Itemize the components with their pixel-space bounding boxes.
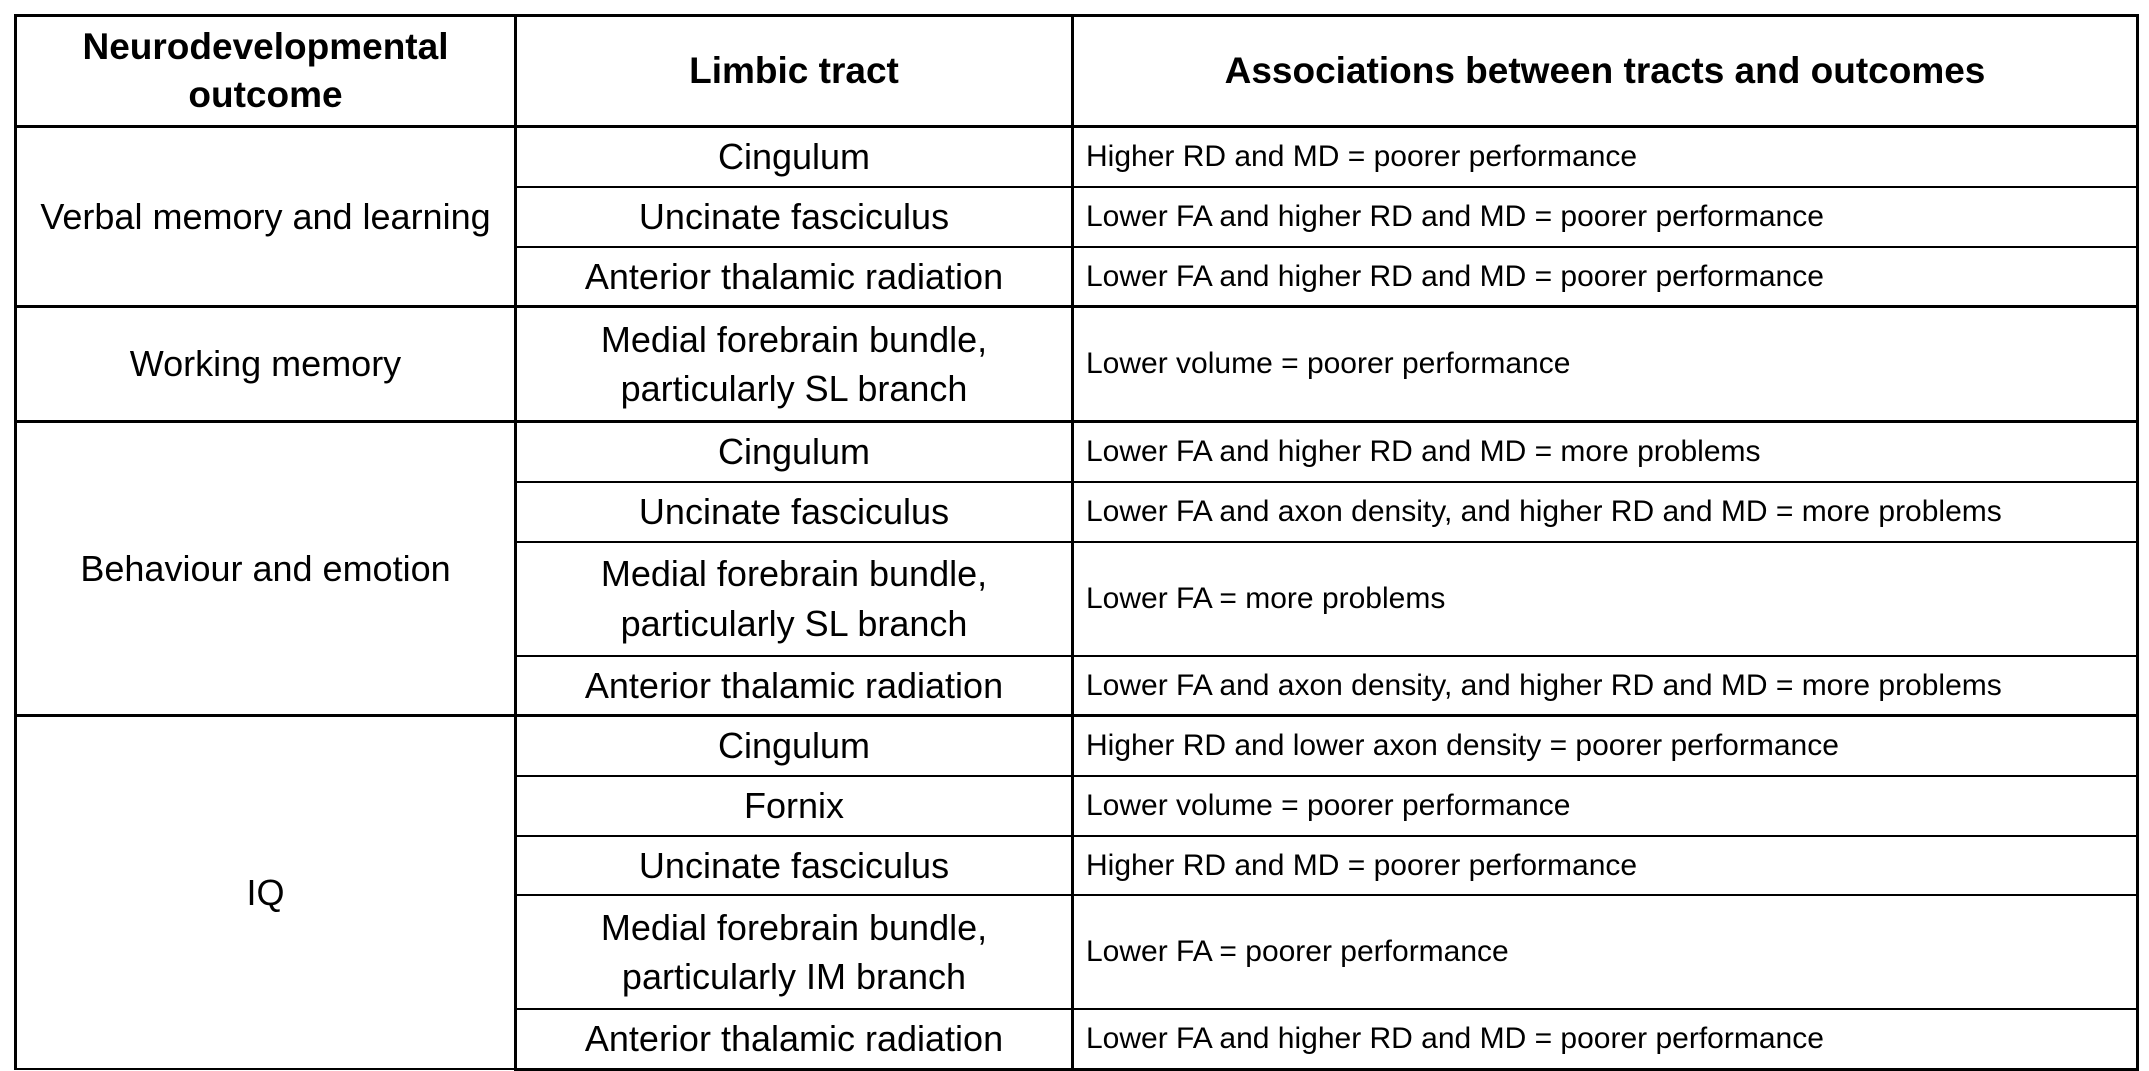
association-cell: Lower FA = poorer performance xyxy=(1073,895,2138,1009)
tract-cell: Medial forebrain bundle, particularly SL branch xyxy=(516,307,1073,422)
association-cell: Lower FA and higher RD and MD = poorer performance xyxy=(1073,187,2138,247)
column-header-associations: Associations between tracts and outcomes xyxy=(1073,16,2138,127)
association-cell: Higher RD and MD = poorer performance xyxy=(1073,127,2138,187)
association-cell: Lower volume = poorer performance xyxy=(1073,307,2138,422)
association-cell: Lower FA and higher RD and MD = more problems xyxy=(1073,422,2138,482)
tract-cell: Uncinate fasciculus xyxy=(516,836,1073,896)
header-row xyxy=(16,16,2138,127)
tract-cell: Uncinate fasciculus xyxy=(516,482,1073,542)
outcome-cell: IQ xyxy=(16,716,516,1070)
outcome-cell: Working memory xyxy=(16,307,516,422)
tract-cell: Anterior thalamic radiation xyxy=(516,656,1073,716)
tract-cell: Uncinate fasciculus xyxy=(516,187,1073,247)
tract-cell: Cingulum xyxy=(516,127,1073,187)
association-cell: Lower FA and axon density, and higher RD and MD = more problems xyxy=(1073,482,2138,542)
tract-cell: Anterior thalamic radiation xyxy=(516,1009,1073,1069)
outcome-cell: Verbal memory and learning xyxy=(16,127,516,307)
associations-table xyxy=(14,14,2139,1071)
page xyxy=(0,14,2149,1060)
association-cell: Lower FA = more problems xyxy=(1073,542,2138,656)
tract-cell: Medial forebrain bundle, particularly SL branch xyxy=(516,542,1073,656)
tract-cell: Anterior thalamic radiation xyxy=(516,247,1073,307)
tract-cell: Fornix xyxy=(516,776,1073,836)
tract-cell: Medial forebrain bundle, particularly IM branch xyxy=(516,895,1073,1009)
outcome-cell: Behaviour and emotion xyxy=(16,422,516,716)
table-row xyxy=(16,307,2138,422)
table-row xyxy=(16,422,2138,482)
tract-cell: Cingulum xyxy=(516,422,1073,482)
table-row xyxy=(16,716,2138,776)
association-cell: Lower FA and higher RD and MD = poorer performance xyxy=(1073,247,2138,307)
association-cell: Lower volume = poorer performance xyxy=(1073,776,2138,836)
tract-cell: Cingulum xyxy=(516,716,1073,776)
association-cell: Higher RD and MD = poorer performance xyxy=(1073,836,2138,896)
column-header-tract: Limbic tract xyxy=(516,16,1073,127)
column-header-outcome: Neurodevelopmental outcome xyxy=(16,16,516,127)
association-cell: Lower FA and higher RD and MD = poorer performance xyxy=(1073,1009,2138,1069)
association-cell: Lower FA and axon density, and higher RD and MD = more problems xyxy=(1073,656,2138,716)
association-cell: Higher RD and lower axon density = poorer performance xyxy=(1073,716,2138,776)
table-row xyxy=(16,127,2138,187)
